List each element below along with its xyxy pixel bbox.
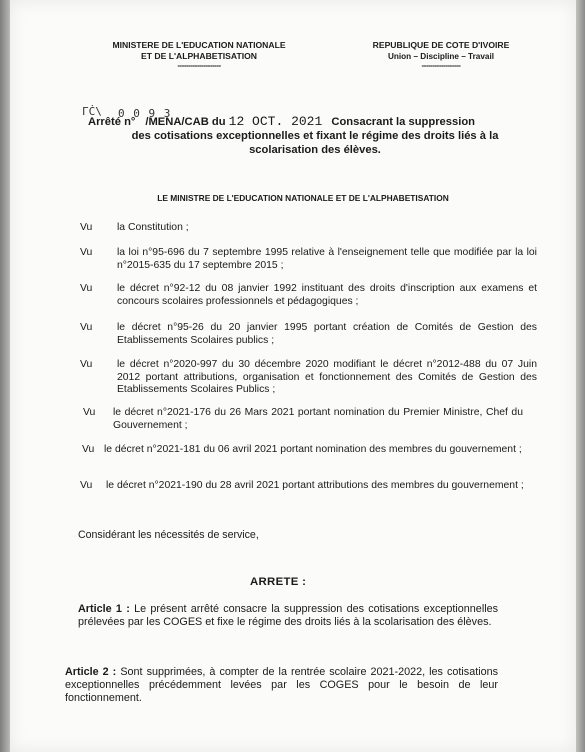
scan-edge-left [0, 0, 10, 752]
decree-title [80, 129, 550, 157]
vu-label: Vu [80, 222, 93, 233]
decree-title-part3: scolarisation des élèves. [249, 144, 381, 156]
vu-text: le décret n°95-26 du 20 janvier 1995 portant création de Comités de Gestion des Etablissements Scolaires publics ; [117, 322, 537, 346]
vu-text: le décret n°2021-176 du 26 Mars 2021 portant nomination du Premier Ministre, Chef du Gouvernement ; [113, 407, 523, 431]
republic-header [346, 40, 536, 69]
vu-text: la Constitution ; [117, 222, 189, 233]
decree-reference-line [80, 115, 550, 129]
republic-motto: Union – Discipline – Travail [387, 52, 495, 61]
vu-label: Vu [80, 322, 93, 333]
republic-divider: ------------------ [421, 61, 461, 70]
article-2 [65, 666, 498, 705]
vu-text: le décret n°2020-997 du 30 décembre 2020 modifiant le décret n°2012-488 du 07 Juin 2012 portant attributions, organisation et fonctionnement des Comités de Gestion des Etablissements Scolaires Publics ; [117, 359, 537, 396]
decree-prefix: Arrêté n° [88, 116, 136, 128]
article-2-label: Article 2 : [65, 666, 117, 678]
article-2-text: Sont supprimées, à compter de la rentrée scolaire 2021-2022, les cotisations exceptionnelles précédemment levées par les COGES pour le besoin de leur fonctionnement. [65, 666, 499, 704]
vu-label: Vu [80, 247, 93, 258]
vu-text: le décret n°92-12 du 08 janvier 1992 instituant des droits d'inscription aux examens et concours scolaires professionnels et pédagogiques ; [117, 283, 537, 307]
vu-label: Vu [82, 444, 95, 455]
vu-text: le décret n°2021-181 du 06 avril 2021 portant nomination des membres du gouvernement ; [104, 444, 522, 455]
decree-ref: /MENA/CAB du [145, 116, 226, 128]
considerant-text: Considérant les nécessités de service, [78, 529, 259, 541]
vu-label: Vu [83, 407, 96, 418]
ministry-divider: -------------------- [177, 61, 221, 70]
vu-text: la loi n°95-696 du 7 septembre 1995 relative à l'enseignement telle que modifiée par la loi n°2015-635 du 17 septembre 2015 ; [117, 247, 537, 271]
vu-text: le décret n°2021-190 du 28 avril 2021 portant attributions des membres du gouvernement ; [106, 480, 524, 491]
decree-title-part2: des cotisations exceptionnelles et fixant le régime des droits liés à la [131, 130, 499, 142]
article-1-label: Article 1 : [78, 603, 130, 615]
decree-date: 12 OCT. 2021 [228, 114, 323, 129]
vu-label: Vu [80, 359, 93, 370]
scan-edge-right [576, 0, 585, 752]
handwritten-stamp-mark: ΓĊ\ [82, 105, 102, 118]
arrete-heading: ARRETE : [250, 576, 307, 588]
minister-heading: LE MINISTRE DE L'EDUCATION NATIONALE ET DE L'ALPHABETISATION [157, 193, 449, 203]
ministry-name-line2: ET DE L'ALPHABETISATION [141, 51, 257, 61]
ministry-header [104, 40, 294, 69]
republic-name: REPUBLIQUE DE COTE D'IVOIRE [372, 40, 510, 50]
article-1 [78, 603, 498, 629]
vu-label: Vu [80, 283, 93, 294]
decree-title-part1: Consacrant la suppression [331, 116, 476, 128]
decree-number-handwritten: 0 0 9 3 [118, 107, 172, 120]
ministry-name-line1: MINISTERE DE L'EDUCATION NATIONALE [112, 40, 286, 50]
article-1-text: Le présent arrêté consacre la suppression des cotisations exceptionnelles prélevées par les COGES et fixe le régime des droits liés à la scolarisation des élèves. [78, 603, 499, 628]
vu-label: Vu [80, 480, 93, 491]
